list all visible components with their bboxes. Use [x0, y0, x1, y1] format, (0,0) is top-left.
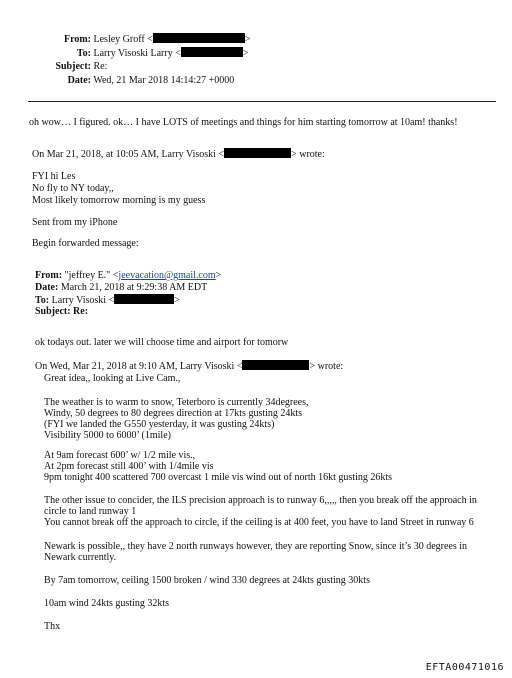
fwd-quote-suffix: > wrote:	[309, 361, 344, 372]
fwd-to-label: To:	[35, 295, 50, 306]
quoted-line: 10am wind 24kts gusting 32kts	[44, 598, 170, 609]
fyi-line-1: FYI hi Les	[32, 171, 76, 182]
quoted-line: Newark is possible,, they have 2 north runways however, they are reporting Snow, since it’s 30 degrees in	[44, 541, 468, 552]
date-value: Wed, 21 Mar 2018 14:14:27 +0000	[93, 75, 235, 86]
subject-label: Subject:	[55, 61, 91, 72]
header-to	[0, 47, 248, 60]
fwd-date-label: Date:	[35, 282, 59, 293]
document-id: EFTA00471016	[425, 662, 504, 673]
quoted-line: Visibility 5000 to 6000’ (1mile)	[44, 430, 171, 441]
from-label: From:	[63, 34, 91, 45]
fwd-from-close: >	[215, 270, 222, 281]
sent-from: Sent from my iPhone	[32, 217, 118, 228]
fwd-date-value: March 21, 2018 at 9:29:38 AM EDT	[60, 282, 208, 293]
fwd-to-close: >	[174, 295, 180, 306]
quoted-line: At 9am forecast 600’ w/ 1/2 mile vis.,	[44, 450, 196, 461]
begin-forwarded: Begin forwarded message:	[32, 238, 139, 249]
to-value: Larry Visoski Larry <	[93, 48, 181, 59]
fwd-subject: Subject: Re:	[35, 306, 89, 317]
quoted-line: By 7am tomorrow, ceiling 1500 broken / wind 330 degrees at 24kts gusting 30kts	[44, 575, 370, 586]
quoted-line: Newark currently.	[44, 552, 117, 563]
redaction-block	[114, 294, 174, 304]
fwd-date	[35, 282, 207, 294]
close-bracket: >	[244, 34, 251, 45]
quoted-line: circle to land runway 1	[44, 506, 137, 517]
quoted-line: Great idea,, looking at Live Cam.,	[44, 373, 181, 384]
quoted-line: The other issue to concider, the ILS precision approach is to runway 6,,,,, then you break off the approach in	[44, 495, 477, 506]
quoted-line: Windy, 50 degrees to 80 degrees direction at 17kts gusting 24kts	[44, 408, 303, 419]
fwd-quote-header	[35, 360, 343, 373]
fwd-from-label: From:	[35, 270, 63, 281]
quoted-line: (FYI we landed the G550 yesterday, it was gusting 24kts)	[44, 419, 275, 430]
fwd-from	[35, 270, 221, 282]
reply-text: oh wow… I figured. ok… I have LOTS of meetings and things for him starting tomorrow at 10am! thanks!	[29, 117, 458, 128]
fwd-message: ok todays out. later we will choose time and airport for tomorw	[35, 337, 289, 348]
header-subject	[0, 61, 107, 73]
from-value: Lesley Groff <	[93, 34, 153, 45]
date-label: Date:	[67, 75, 91, 86]
quote1-header	[32, 148, 325, 161]
fyi-line-3: Most likely tomorrow morning is my guess	[32, 195, 206, 206]
subject-value: Re:	[93, 61, 108, 72]
header-divider	[28, 101, 496, 102]
fyi-line-2: No fly to NY today,,	[32, 183, 114, 194]
quote1-suffix: > wrote:	[291, 149, 325, 160]
quoted-line: The weather is to warm to snow, Teterboro is currently 34degrees,	[44, 397, 309, 408]
fwd-to-value: Larry Visoski <	[51, 295, 115, 306]
redaction-block	[242, 360, 309, 370]
quoted-line: 9pm tonight 400 scattered 700 overcast 1 mile vis wind out of north 16kt gusting 26kts	[44, 472, 393, 483]
redaction-block	[181, 47, 243, 57]
quoted-line: At 2pm forecast still 400’ with 1/4mile vis	[44, 461, 214, 472]
redaction-block	[224, 148, 291, 158]
quoted-line: You cannot break off the approach to circle, if the ceiling is at 400 feet, you have to land Street in runway 6	[44, 517, 474, 528]
fwd-quote-prefix: On Wed, Mar 21, 2018 at 9:10 AM, Larry Visoski <	[35, 361, 243, 372]
to-label: To:	[76, 48, 91, 59]
quoted-line: Thx	[44, 621, 61, 632]
fwd-from-value: "jeffrey E." <	[64, 270, 119, 281]
redaction-block	[153, 33, 245, 43]
sender-email-link[interactable]: jeevacation@gmail.com	[118, 270, 216, 281]
header-date	[0, 75, 234, 87]
close-bracket: >	[242, 48, 249, 59]
quote1-prefix: On Mar 21, 2018, at 10:05 AM, Larry Visoski <	[32, 149, 225, 160]
header-from	[0, 33, 250, 46]
